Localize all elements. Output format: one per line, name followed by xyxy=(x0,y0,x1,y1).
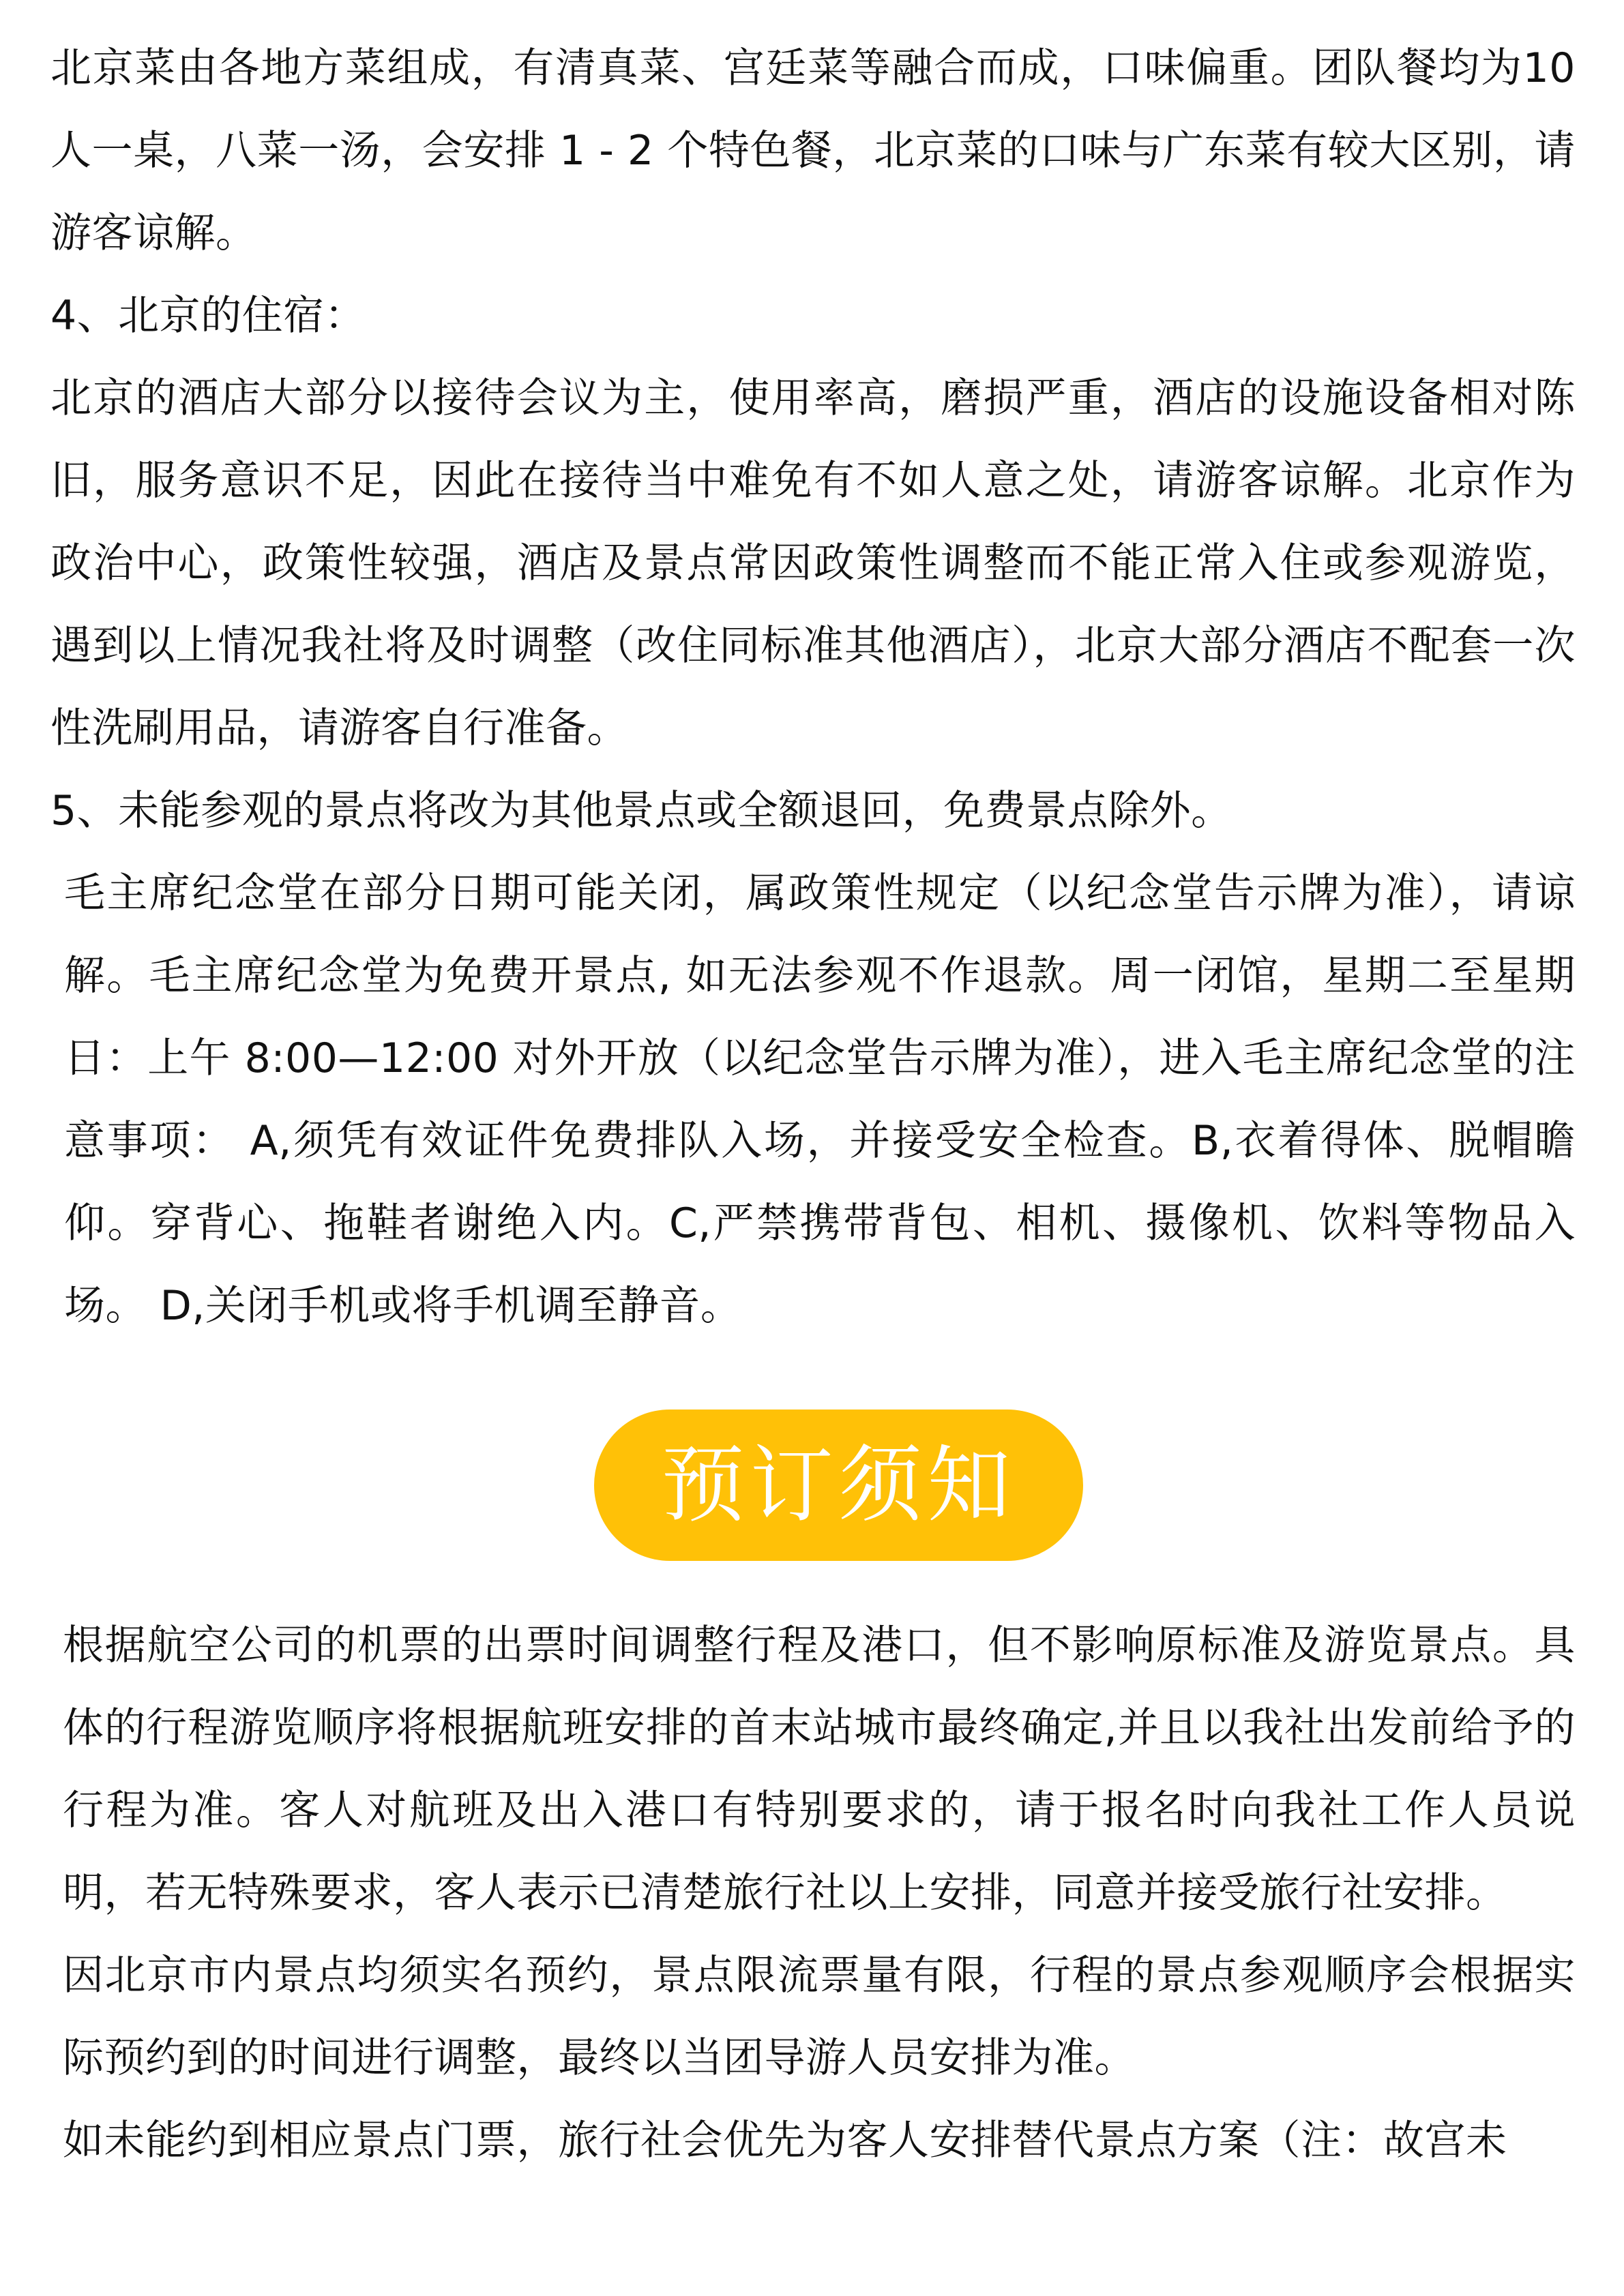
memorial-hall-paragraph: 毛主席纪念堂在部分日期可能关闭，属政策性规定（以纪念堂告示牌为准），请谅解。毛主席纪念堂为免费开景点, 如无法参观不作退款。周一闭馆，星期二至星期日：上午 8:00—12:00 对外开放（以纪念堂告示牌为准），进入毛主席纪念堂的注意事项： A,须凭有效证件免费排队入场，并接受安全检查。B,衣着得体、脱帽瞻仰。穿背心、拖鞋者谢绝入内。C,严禁携带背包、相机、摄像机、饮料等物品入场。 D,关闭手机或将手机调至静音。 xyxy=(64,869,1576,1330)
booking-notice-section xyxy=(63,1605,1576,2182)
booking-notice-heading xyxy=(594,1410,1083,1561)
booking-notice-title: 预订须知 xyxy=(661,1437,1016,1534)
unvisited-attractions-paragraph: 5、未能参观的景点将改为其他景点或全额退回，免费景点除外。 xyxy=(50,787,1232,835)
flight-schedule-paragraph: 根据航空公司的机票的出票时间调整行程及港口，但不影响原标准及游览景点。具体的行程游览顺序将根据航班安排的首末站城市最终确定,并且以我社出发前给予的行程为准。客人对航班及出入港口有特别要求的，请于报名时向我社工作人员说明，若无特殊要求，客人表示已清楚旅行社以上安排，同意并接受旅行社安排。 xyxy=(63,1622,1576,1917)
beijing-cuisine-paragraph: 北京菜由各地方菜组成，有清真菜、宫廷菜等融合而成，口味偏重。团队餐均为10 人一桌，八菜一汤，会安排 1 - 2 个特色餐，北京菜的口味与广东菜有较大区别，请游客谅解。 xyxy=(50,44,1576,257)
alternative-plan-paragraph: 如未能约到相应景点门票，旅行社会优先为客人安排替代景点方案（注：故宫未 xyxy=(63,2117,1507,2164)
accommodation-heading: 4、北京的住宿： xyxy=(50,292,366,340)
beijing-notes-section xyxy=(50,27,1576,1347)
accommodation-paragraph: 北京的酒店大部分以接待会议为主，使用率高，磨损严重，酒店的设施设备相对陈旧，服务意识不足，因此在接待当中难免有不如人意之处，请游客谅解。北京作为政治中心，政策性较强，酒店及景点常因政策性调整而不能正常入住或参观游览，遇到以上情况我社将及时调整（改住同标准其他酒店），北京大部分酒店不配套一次性洗刷用品，请游客自行准备。 xyxy=(50,374,1576,752)
reservation-paragraph: 因北京市内景点均须实名预约，景点限流票量有限，行程的景点参观顺序会根据实际预约到的时间进行调整，最终以当团导游人员安排为准。 xyxy=(63,1952,1576,2082)
